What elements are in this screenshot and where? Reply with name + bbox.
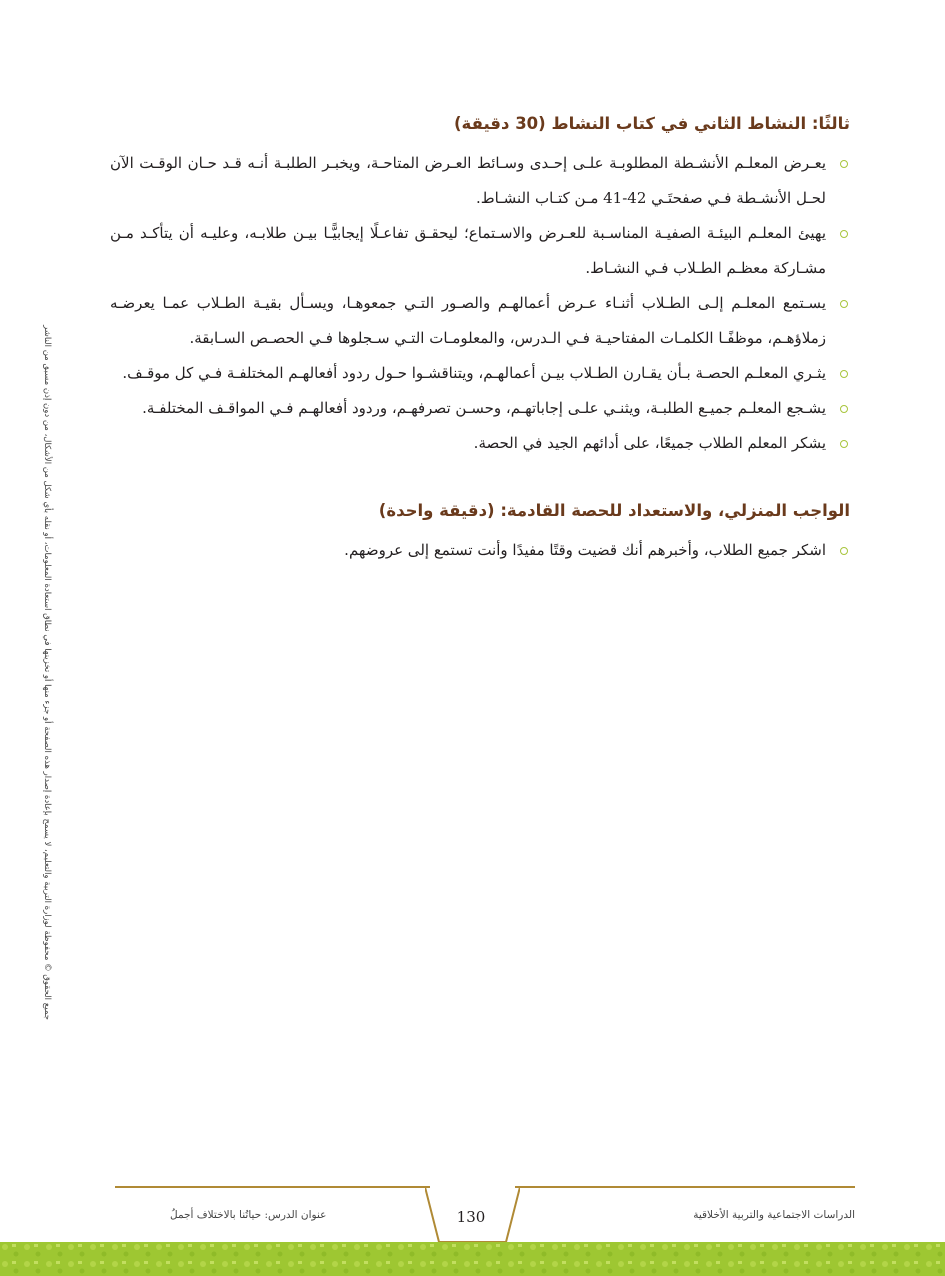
page-content	[110, 110, 850, 568]
list-item	[110, 146, 850, 216]
list-item-text: يثـري المعلـم الحصـة بـأن يقـارن الطـلاب بيـن أعمالهـم، ويتناقشـوا حـول ردود أفعالهـم المختلفـة فـي كل موقـف.	[122, 364, 826, 382]
circle-bullet-icon	[840, 547, 848, 555]
subject-title: الدراسات الاجتماعية والتربية الأخلاقية	[693, 1209, 855, 1221]
list-item	[110, 356, 850, 391]
band-pattern	[0, 1242, 945, 1276]
list-item	[110, 391, 850, 426]
section-title-activity: ثالثًا: النشاط الثاني في كتاب النشاط (30 دقيقة)	[454, 114, 850, 133]
copyright-notice: جميع الحقوق © محفوظة لوزارة التربية والتعليم، لا يسمح بإعادة إصدار هذه الصفحة أو جزء منها أو تخزينها في نطاق استعادة المعلومات، أو نقله بأي شكل من الأشكال، من دون إذن مسبق من الناشر	[42, 325, 52, 1020]
circle-bullet-icon	[840, 300, 848, 308]
decorative-bottom-band	[0, 1242, 945, 1276]
list-item-text: يشكر المعلم الطلاب جميعًا، على أدائهم الجيد في الحصة.	[473, 434, 826, 452]
list-item-text: يسـتمع المعلـم إلـى الطـلاب أثنـاء عـرض أعمالهـم والصـور التـي جمعوهـا، ويسـأل بقيـة الطـلاب عمـا يعرضـه زملاؤهـم، موظفًـا الكلمـات المفتاحيـة فـي الـدرس، والمعلومـات التـي سـجلوها فـي الحصـص السـابقة.	[110, 294, 826, 347]
circle-bullet-icon	[840, 160, 848, 168]
footer-rule-right	[515, 1186, 855, 1188]
circle-bullet-icon	[840, 370, 848, 378]
list-item-text: يشـجع المعلـم جميـع الطلبـة، ويثنـي علـى إجاباتهـم، وحسـن تصرفهـم، وردود أفعالهـم فـي المواقـف المختلفـة.	[142, 399, 826, 417]
section-title-homework: الواجب المنزلي، والاستعداد للحصة القادمة: (دقيقة واحدة)	[378, 501, 850, 520]
list-item	[110, 286, 850, 356]
circle-bullet-icon	[840, 230, 848, 238]
list-item-text: اشكر جميع الطلاب، وأخبرهم أنك قضيت وقتًا مفيدًا وأنت تستمع إلى عروضهم.	[344, 541, 826, 559]
list-item-text: يهيئ المعلـم البيئـة الصفيـة المناسـبة للعـرض والاسـتماع؛ ليحقـق تفاعـلًا إيجابيًّـا بيـن طلابـه، وعليـه أن يتأكـد مـن مشـاركة معظـم الطـلاب فـي النشـاط.	[110, 224, 826, 277]
homework-list	[110, 533, 850, 568]
footer-rule-left	[115, 1186, 430, 1188]
list-item	[110, 216, 850, 286]
page-number: 130	[456, 1208, 486, 1226]
circle-bullet-icon	[840, 440, 848, 448]
activity-steps-list	[110, 146, 850, 461]
list-item	[110, 426, 850, 461]
list-item-text: يعـرض المعلـم الأنشـطة المطلوبـة علـى إحـدى وسـائط العـرض المتاحـة، ويخبـر الطلبـة أنـه قـد حـان الوقـت الآن لحـل الأنشـطة فـي صفحتَـي 42-41 مـن كتـاب النشـاط.	[110, 154, 826, 207]
circle-bullet-icon	[840, 405, 848, 413]
list-item	[110, 533, 850, 568]
lesson-title: عنوان الدرس: حياتُنا بالاختلاف أجملُ	[170, 1209, 327, 1221]
